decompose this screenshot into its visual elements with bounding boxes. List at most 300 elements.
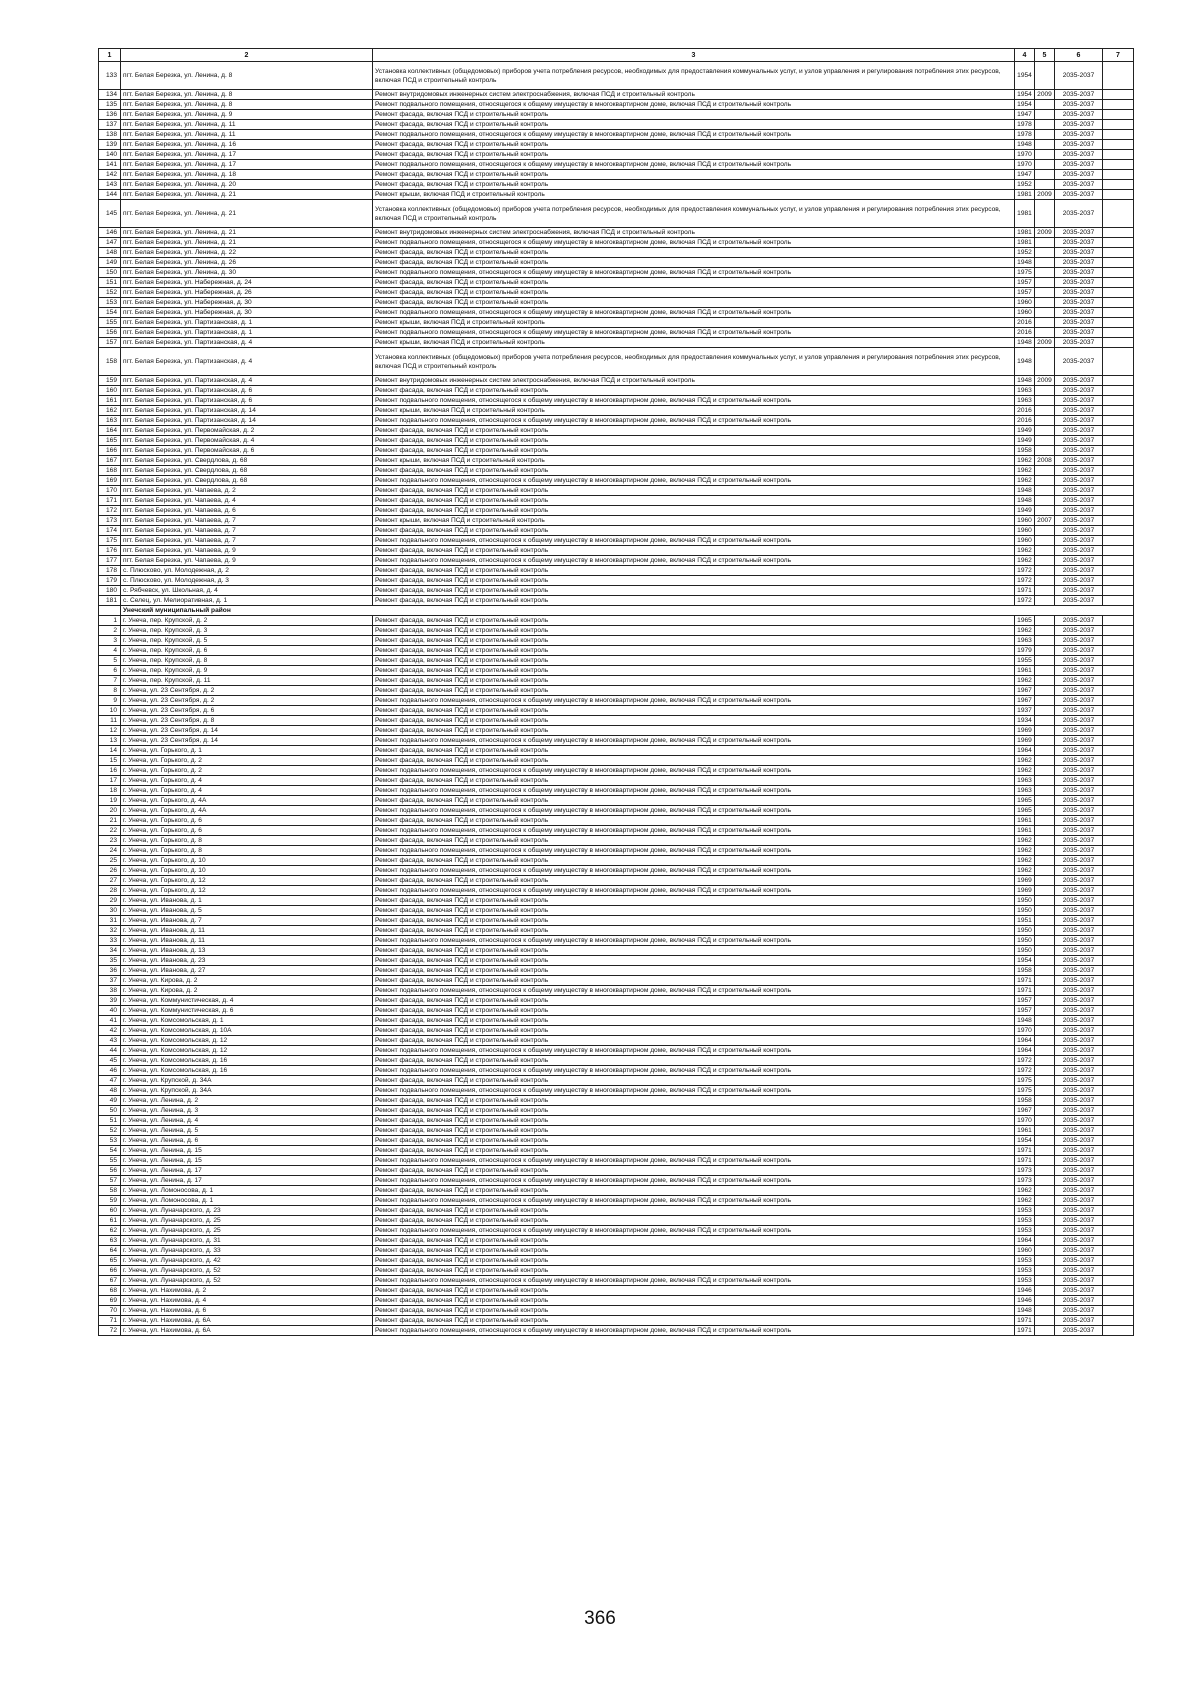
last-repair-year-cell [1035, 160, 1055, 170]
address-cell: г. Унеча, ул. Горького, д. 4 [121, 786, 373, 796]
work-type-cell: Ремонт подвального помещения, относящегося к общему имуществу в многоквартирном доме, включая ПСД и строительный контроль [373, 160, 1015, 170]
last-repair-year-cell [1035, 736, 1055, 746]
work-type-cell: Ремонт фасада, включая ПСД и строительный контроль [373, 1296, 1015, 1306]
header-row [99, 49, 1134, 62]
table-row [99, 876, 1134, 886]
last-repair-year-cell [1035, 916, 1055, 926]
extra-cell [1103, 556, 1134, 566]
address-cell: г. Унеча, ул. Горького, д. 1 [121, 746, 373, 756]
work-type-cell: Ремонт фасада, включая ПСД и строительный контроль [373, 1256, 1015, 1266]
extra-cell [1103, 308, 1134, 318]
work-type-cell: Ремонт фасада, включая ПСД и строительный контроль [373, 180, 1015, 190]
row-number-cell: 11 [99, 716, 121, 726]
work-type-cell: Ремонт фасада, включая ПСД и строительный контроль [373, 706, 1015, 716]
build-year-cell: 1949 [1015, 506, 1035, 516]
work-type-cell: Ремонт фасада, включая ПСД и строительный контроль [373, 466, 1015, 476]
address-cell: пгт. Белая Березка, ул. Чапаева, д. 9 [121, 556, 373, 566]
work-type-cell: Ремонт фасада, включая ПСД и строительный контроль [373, 946, 1015, 956]
row-number-cell: 139 [99, 140, 121, 150]
work-type-cell: Ремонт фасада, включая ПСД и строительный контроль [373, 856, 1015, 866]
last-repair-year-cell [1035, 1106, 1055, 1116]
build-year-cell: 1964 [1015, 1036, 1035, 1046]
planned-period-cell: 2035-2037 [1055, 586, 1103, 596]
table-row [99, 258, 1134, 268]
row-number-cell: 13 [99, 736, 121, 746]
last-repair-year-cell [1035, 298, 1055, 308]
table-row [99, 1166, 1134, 1176]
work-type-cell: Ремонт фасада, включая ПСД и строительный контроль [373, 906, 1015, 916]
work-type-cell: Ремонт фасада, включая ПСД и строительный контроль [373, 586, 1015, 596]
work-type-cell: Ремонт фасада, включая ПСД и строительный контроль [373, 1236, 1015, 1246]
table-body [99, 62, 1134, 1336]
table-row [99, 816, 1134, 826]
last-repair-year-cell: 2009 [1035, 376, 1055, 386]
table-row [99, 576, 1134, 586]
row-number-cell: 50 [99, 1106, 121, 1116]
address-cell: г. Унеча, ул. Ленина, д. 15 [121, 1146, 373, 1156]
table-row [99, 1016, 1134, 1026]
build-year-cell: 1981 [1015, 238, 1035, 248]
table-row [99, 1246, 1134, 1256]
table-row [99, 456, 1134, 466]
table-row [99, 298, 1134, 308]
build-year-cell: 1948 [1015, 376, 1035, 386]
planned-period-cell: 2035-2037 [1055, 596, 1103, 606]
address-cell: г. Унеча, ул. Крупской, д. 34А [121, 1076, 373, 1086]
extra-cell [1103, 426, 1134, 436]
work-type-cell: Ремонт фасада, включая ПСД и строительный контроль [373, 716, 1015, 726]
planned-period-cell: 2035-2037 [1055, 338, 1103, 348]
build-year-cell: 1961 [1015, 816, 1035, 826]
build-year-cell: 1963 [1015, 396, 1035, 406]
work-type-cell: Ремонт фасада, включая ПСД и строительный контроль [373, 656, 1015, 666]
table-row [99, 120, 1134, 130]
extra-cell [1103, 1056, 1134, 1066]
build-year-cell: 1962 [1015, 556, 1035, 566]
table-row [99, 1146, 1134, 1156]
table-row [99, 1076, 1134, 1086]
extra-cell [1103, 1206, 1134, 1216]
address-cell: пгт. Белая Березка, ул. Партизанская, д. 1 [121, 318, 373, 328]
row-number-cell: 144 [99, 190, 121, 200]
planned-period-cell: 2035-2037 [1055, 1216, 1103, 1226]
row-number-cell: 166 [99, 446, 121, 456]
planned-period-cell: 2035-2037 [1055, 886, 1103, 896]
address-cell: пгт. Белая Березка, ул. Набережная, д. 30 [121, 308, 373, 318]
work-type-cell: Ремонт подвального помещения, относящегося к общему имуществу в многоквартирном доме, включая ПСД и строительный контроль [373, 308, 1015, 318]
extra-cell [1103, 180, 1134, 190]
last-repair-year-cell [1035, 666, 1055, 676]
table-row [99, 406, 1134, 416]
work-type-cell: Ремонт внутридомовых инженерных систем электроснабжения, включая ПСД и строительный контроль [373, 376, 1015, 386]
work-type-cell: Ремонт фасада, включая ПСД и строительный контроль [373, 746, 1015, 756]
work-type-cell: Ремонт фасада, включая ПСД и строительный контроль [373, 288, 1015, 298]
last-repair-year-cell [1035, 1316, 1055, 1326]
table-row [99, 916, 1134, 926]
planned-period-cell: 2035-2037 [1055, 288, 1103, 298]
build-year-cell: 1953 [1015, 1216, 1035, 1226]
extra-cell [1103, 140, 1134, 150]
planned-period-cell: 2035-2037 [1055, 716, 1103, 726]
row-number-cell: 10 [99, 706, 121, 716]
address-cell: пгт. Белая Березка, ул. Свердлова, д. 68 [121, 476, 373, 486]
page-number: 366 [584, 1608, 616, 1629]
build-year-cell: 1970 [1015, 1026, 1035, 1036]
extra-cell [1103, 486, 1134, 496]
build-year-cell: 1964 [1015, 1236, 1035, 1246]
table-row [99, 516, 1134, 526]
planned-period-cell: 2035-2037 [1055, 376, 1103, 386]
planned-period-cell: 2035-2037 [1055, 228, 1103, 238]
planned-period-cell: 2035-2037 [1055, 1146, 1103, 1156]
row-number-cell: 38 [99, 986, 121, 996]
table-row [99, 416, 1134, 426]
planned-period-cell: 2035-2037 [1055, 806, 1103, 816]
work-type-cell: Ремонт фасада, включая ПСД и строительный контроль [373, 120, 1015, 130]
planned-period-cell: 2035-2037 [1055, 936, 1103, 946]
row-number-cell: 158 [99, 348, 121, 376]
last-repair-year-cell [1035, 1216, 1055, 1226]
planned-period-cell: 2035-2037 [1055, 956, 1103, 966]
work-type-cell: Ремонт подвального помещения, относящегося к общему имуществу в многоквартирном доме, включая ПСД и строительный контроль [373, 268, 1015, 278]
extra-cell [1103, 1086, 1134, 1096]
build-year-cell: 1964 [1015, 1046, 1035, 1056]
extra-cell [1103, 846, 1134, 856]
row-number-cell: 52 [99, 1126, 121, 1136]
build-year-cell: 1954 [1015, 956, 1035, 966]
work-type-cell: Ремонт подвального помещения, относящегося к общему имуществу в многоквартирном доме, включая ПСД и строительный контроль [373, 396, 1015, 406]
work-type-cell: Ремонт фасада, включая ПСД и строительный контроль [373, 140, 1015, 150]
planned-period-cell: 2035-2037 [1055, 140, 1103, 150]
planned-period-cell: 2035-2037 [1055, 516, 1103, 526]
address-cell: пгт. Белая Березка, ул. Первомайская, д. 2 [121, 426, 373, 436]
header-cell: 2 [121, 49, 373, 62]
last-repair-year-cell [1035, 656, 1055, 666]
extra-cell [1103, 896, 1134, 906]
table-row [99, 976, 1134, 986]
extra-cell [1103, 1016, 1134, 1026]
address-cell: г. Унеча, ул. 23 Сентября, д. 14 [121, 726, 373, 736]
last-repair-year-cell [1035, 1186, 1055, 1196]
planned-period-cell: 2035-2037 [1055, 556, 1103, 566]
extra-cell [1103, 1216, 1134, 1226]
last-repair-year-cell [1035, 268, 1055, 278]
address-cell: пгт. Белая Березка, ул. Первомайская, д. 6 [121, 446, 373, 456]
last-repair-year-cell [1035, 956, 1055, 966]
table-row [99, 160, 1134, 170]
build-year-cell: 1953 [1015, 1226, 1035, 1236]
work-type-cell: Ремонт подвального помещения, относящегося к общему имуществу в многоквартирном доме, включая ПСД и строительный контроль [373, 130, 1015, 140]
row-number-cell: 65 [99, 1256, 121, 1266]
last-repair-year-cell [1035, 566, 1055, 576]
extra-cell [1103, 786, 1134, 796]
planned-period-cell: 2035-2037 [1055, 916, 1103, 926]
row-number-cell: 43 [99, 1036, 121, 1046]
extra-cell [1103, 956, 1134, 966]
planned-period-cell: 2035-2037 [1055, 386, 1103, 396]
row-number-cell: 138 [99, 130, 121, 140]
build-year-cell: 1948 [1015, 348, 1035, 376]
row-number-cell: 59 [99, 1196, 121, 1206]
work-type-cell: Ремонт фасада, включая ПСД и строительный контроль [373, 170, 1015, 180]
work-type-cell: Ремонт подвального помещения, относящегося к общему имуществу в многоквартирном доме, включая ПСД и строительный контроль [373, 1086, 1015, 1096]
planned-period-cell: 2035-2037 [1055, 756, 1103, 766]
table-row [99, 150, 1134, 160]
build-year-cell: 1946 [1015, 1286, 1035, 1296]
planned-period-cell: 2035-2037 [1055, 646, 1103, 656]
last-repair-year-cell [1035, 596, 1055, 606]
row-number-cell: 160 [99, 386, 121, 396]
planned-period-cell: 2035-2037 [1055, 786, 1103, 796]
last-repair-year-cell [1035, 1306, 1055, 1316]
planned-period-cell: 2035-2037 [1055, 416, 1103, 426]
extra-cell [1103, 796, 1134, 806]
build-year-cell: 1967 [1015, 696, 1035, 706]
build-year-cell: 1963 [1015, 786, 1035, 796]
work-type-cell: Ремонт фасада, включая ПСД и строительный контроль [373, 756, 1015, 766]
planned-period-cell: 2035-2037 [1055, 436, 1103, 446]
table-row [99, 666, 1134, 676]
work-type-cell: Ремонт фасада, включая ПСД и строительный контроль [373, 1076, 1015, 1086]
build-year-cell: 1962 [1015, 1186, 1035, 1196]
last-repair-year-cell [1035, 1076, 1055, 1086]
planned-period-cell: 2035-2037 [1055, 1026, 1103, 1036]
work-type-cell: Ремонт фасада, включая ПСД и строительный контроль [373, 110, 1015, 120]
table-row [99, 90, 1134, 100]
address-cell: г. Унеча, пер. Крупской, д. 5 [121, 636, 373, 646]
row-number-cell: 12 [99, 726, 121, 736]
build-year-cell: 1948 [1015, 496, 1035, 506]
last-repair-year-cell [1035, 506, 1055, 516]
extra-cell [1103, 1096, 1134, 1106]
build-year-cell: 1971 [1015, 586, 1035, 596]
row-number-cell [99, 606, 121, 616]
table-row [99, 756, 1134, 766]
planned-period-cell: 2035-2037 [1055, 268, 1103, 278]
work-type-cell: Ремонт фасада, включая ПСД и строительный контроль [373, 1026, 1015, 1036]
build-year-cell: 1960 [1015, 298, 1035, 308]
address-cell: г. Унеча, ул. Луначарского, д. 52 [121, 1276, 373, 1286]
planned-period-cell: 2035-2037 [1055, 1006, 1103, 1016]
work-type-cell: Ремонт подвального помещения, относящегося к общему имуществу в многоквартирном доме, включая ПСД и строительный контроль [373, 416, 1015, 426]
work-type-cell: Ремонт фасада, включая ПСД и строительный контроль [373, 956, 1015, 966]
build-year-cell: 1972 [1015, 566, 1035, 576]
last-repair-year-cell [1035, 1166, 1055, 1176]
planned-period-cell: 2035-2037 [1055, 896, 1103, 906]
row-number-cell: 140 [99, 150, 121, 160]
table-row [99, 288, 1134, 298]
address-cell: пгт. Белая Березка, ул. Ленина, д. 17 [121, 150, 373, 160]
work-type-cell: Ремонт фасада, включая ПСД и строительный контроль [373, 616, 1015, 626]
build-year-cell: 1937 [1015, 706, 1035, 716]
address-cell: г. Унеча, ул. 23 Сентября, д. 2 [121, 686, 373, 696]
address-cell: пгт. Белая Березка, ул. Набережная, д. 30 [121, 298, 373, 308]
last-repair-year-cell [1035, 1086, 1055, 1096]
last-repair-year-cell: 2009 [1035, 190, 1055, 200]
work-type-cell: Ремонт фасада, включая ПСД и строительный контроль [373, 776, 1015, 786]
address-cell: пгт. Белая Березка, ул. Чапаева, д. 6 [121, 506, 373, 516]
extra-cell [1103, 258, 1134, 268]
build-year-cell: 1957 [1015, 1006, 1035, 1016]
address-cell: г. Унеча, ул. Иванова, д. 27 [121, 966, 373, 976]
table-row [99, 846, 1134, 856]
work-type-cell: Ремонт фасада, включая ПСД и строительный контроль [373, 1306, 1015, 1316]
address-cell: пгт. Белая Березка, ул. Ленина, д. 9 [121, 110, 373, 120]
table-row [99, 1186, 1134, 1196]
planned-period-cell: 2035-2037 [1055, 686, 1103, 696]
table-row [99, 496, 1134, 506]
row-number-cell: 64 [99, 1246, 121, 1256]
row-number-cell: 164 [99, 426, 121, 436]
extra-cell [1103, 526, 1134, 536]
planned-period-cell: 2035-2037 [1055, 1256, 1103, 1266]
table-row [99, 1116, 1134, 1126]
row-number-cell: 148 [99, 248, 121, 258]
extra-cell [1103, 1326, 1134, 1336]
work-type-cell: Ремонт крыши, включая ПСД и строительный контроль [373, 190, 1015, 200]
build-year-cell: 1962 [1015, 836, 1035, 846]
planned-period-cell: 2035-2037 [1055, 1096, 1103, 1106]
build-year-cell: 1965 [1015, 806, 1035, 816]
table-row [99, 248, 1134, 258]
build-year-cell: 1971 [1015, 976, 1035, 986]
build-year-cell: 1965 [1015, 616, 1035, 626]
planned-period-cell: 2035-2037 [1055, 496, 1103, 506]
table-row [99, 536, 1134, 546]
table-row [99, 1096, 1134, 1106]
work-type-cell: Ремонт фасада, включая ПСД и строительный контроль [373, 796, 1015, 806]
last-repair-year-cell [1035, 906, 1055, 916]
build-year-cell: 1963 [1015, 636, 1035, 646]
last-repair-year-cell [1035, 1206, 1055, 1216]
last-repair-year-cell [1035, 636, 1055, 646]
extra-cell [1103, 696, 1134, 706]
work-type-cell: Ремонт подвального помещения, относящегося к общему имуществу в многоквартирном доме, включая ПСД и строительный контроль [373, 1326, 1015, 1336]
build-year-cell: 1962 [1015, 846, 1035, 856]
address-cell: пгт. Белая Березка, ул. Партизанская, д. 1 [121, 328, 373, 338]
row-number-cell: 66 [99, 1266, 121, 1276]
address-cell: г. Унеча, ул. Комсомольская, д. 12 [121, 1036, 373, 1046]
row-number-cell: 6 [99, 666, 121, 676]
last-repair-year-cell [1035, 308, 1055, 318]
last-repair-year-cell [1035, 258, 1055, 268]
work-type-cell: Ремонт фасада, включая ПСД и строительный контроль [373, 1166, 1015, 1176]
table-row [99, 436, 1134, 446]
build-year-cell: 1975 [1015, 1076, 1035, 1086]
table-row [99, 1056, 1134, 1066]
row-number-cell: 35 [99, 956, 121, 966]
work-type-cell: Установка коллективных (общедомовых) приборов учета потребления ресурсов, необходимых для предоставления коммунальных услуг, и узлов управления и регулирования потребления этих ресурсов, включая ПСД и строительный контроль [373, 62, 1015, 90]
extra-cell [1103, 1316, 1134, 1326]
extra-cell [1103, 916, 1134, 926]
table-row [99, 1106, 1134, 1116]
row-number-cell: 178 [99, 566, 121, 576]
address-cell: г. Унеча, ул. Горького, д. 8 [121, 846, 373, 856]
table-row [99, 726, 1134, 736]
address-cell: г. Унеча, ул. Горького, д. 10 [121, 866, 373, 876]
planned-period-cell: 2035-2037 [1055, 766, 1103, 776]
extra-cell [1103, 936, 1134, 946]
build-year-cell: 1969 [1015, 886, 1035, 896]
extra-cell [1103, 496, 1134, 506]
address-cell: г. Унеча, пер. Крупской, д. 3 [121, 626, 373, 636]
address-cell: г. Унеча, ул. Луначарского, д. 42 [121, 1256, 373, 1266]
build-year-cell: 2016 [1015, 416, 1035, 426]
extra-cell [1103, 536, 1134, 546]
table-row [99, 386, 1134, 396]
row-number-cell: 36 [99, 966, 121, 976]
header-cell: 4 [1015, 49, 1035, 62]
extra-cell [1103, 100, 1134, 110]
planned-period-cell: 2035-2037 [1055, 110, 1103, 120]
row-number-cell: 136 [99, 110, 121, 120]
row-number-cell: 143 [99, 180, 121, 190]
row-number-cell: 72 [99, 1326, 121, 1336]
planned-period-cell: 2035-2037 [1055, 1226, 1103, 1236]
extra-cell [1103, 506, 1134, 516]
planned-period-cell: 2035-2037 [1055, 816, 1103, 826]
extra-cell [1103, 676, 1134, 686]
last-repair-year-cell [1035, 1056, 1055, 1066]
work-type-cell: Ремонт фасада, включая ПСД и строительный контроль [373, 996, 1015, 1006]
table-row [99, 1156, 1134, 1166]
last-repair-year-cell [1035, 546, 1055, 556]
address-cell: г. Унеча, ул. 23 Сентября, д. 6 [121, 706, 373, 716]
table-row [99, 676, 1134, 686]
extra-cell [1103, 616, 1134, 626]
extra-cell [1103, 996, 1134, 1006]
work-type-cell: Ремонт фасада, включая ПСД и строительный контроль [373, 686, 1015, 696]
address-cell: г. Унеча, пер. Крупской, д. 9 [121, 666, 373, 676]
build-year-cell: 1958 [1015, 1096, 1035, 1106]
last-repair-year-cell [1035, 1016, 1055, 1026]
address-cell: г. Унеча, ул. Горького, д. 6 [121, 826, 373, 836]
extra-cell [1103, 288, 1134, 298]
work-type-cell: Ремонт подвального помещения, относящегося к общему имуществу в многоквартирном доме, включая ПСД и строительный контроль [373, 328, 1015, 338]
row-number-cell: 44 [99, 1046, 121, 1056]
planned-period-cell: 2035-2037 [1055, 746, 1103, 756]
build-year-cell: 1947 [1015, 110, 1035, 120]
extra-cell [1103, 436, 1134, 446]
build-year-cell: 1962 [1015, 626, 1035, 636]
extra-cell [1103, 190, 1134, 200]
extra-cell [1103, 318, 1134, 328]
build-year-cell: 1967 [1015, 1106, 1035, 1116]
row-number-cell: 28 [99, 886, 121, 896]
build-year-cell: 1981 [1015, 228, 1035, 238]
table-row [99, 776, 1134, 786]
build-year-cell: 1948 [1015, 486, 1035, 496]
extra-cell [1103, 716, 1134, 726]
work-type-cell: Ремонт подвального помещения, относящегося к общему имуществу в многоквартирном доме, включая ПСД и строительный контроль [373, 1226, 1015, 1236]
row-number-cell: 34 [99, 946, 121, 956]
extra-cell [1103, 1076, 1134, 1086]
row-number-cell: 163 [99, 416, 121, 426]
build-year-cell: 1973 [1015, 1166, 1035, 1176]
address-cell: пгт. Белая Березка, ул. Набережная, д. 26 [121, 288, 373, 298]
row-number-cell: 63 [99, 1236, 121, 1246]
work-type-cell: Ремонт фасада, включая ПСД и строительный контроль [373, 298, 1015, 308]
extra-cell [1103, 386, 1134, 396]
table-row [99, 140, 1134, 150]
extra-cell [1103, 1116, 1134, 1126]
address-cell: пгт. Белая Березка, ул. Ленина, д. 11 [121, 120, 373, 130]
address-cell: г. Унеча, ул. Горького, д. 4 [121, 776, 373, 786]
table-row [99, 786, 1134, 796]
extra-cell [1103, 228, 1134, 238]
last-repair-year-cell [1035, 1116, 1055, 1126]
work-type-cell: Ремонт фасада, включая ПСД и строительный контроль [373, 876, 1015, 886]
